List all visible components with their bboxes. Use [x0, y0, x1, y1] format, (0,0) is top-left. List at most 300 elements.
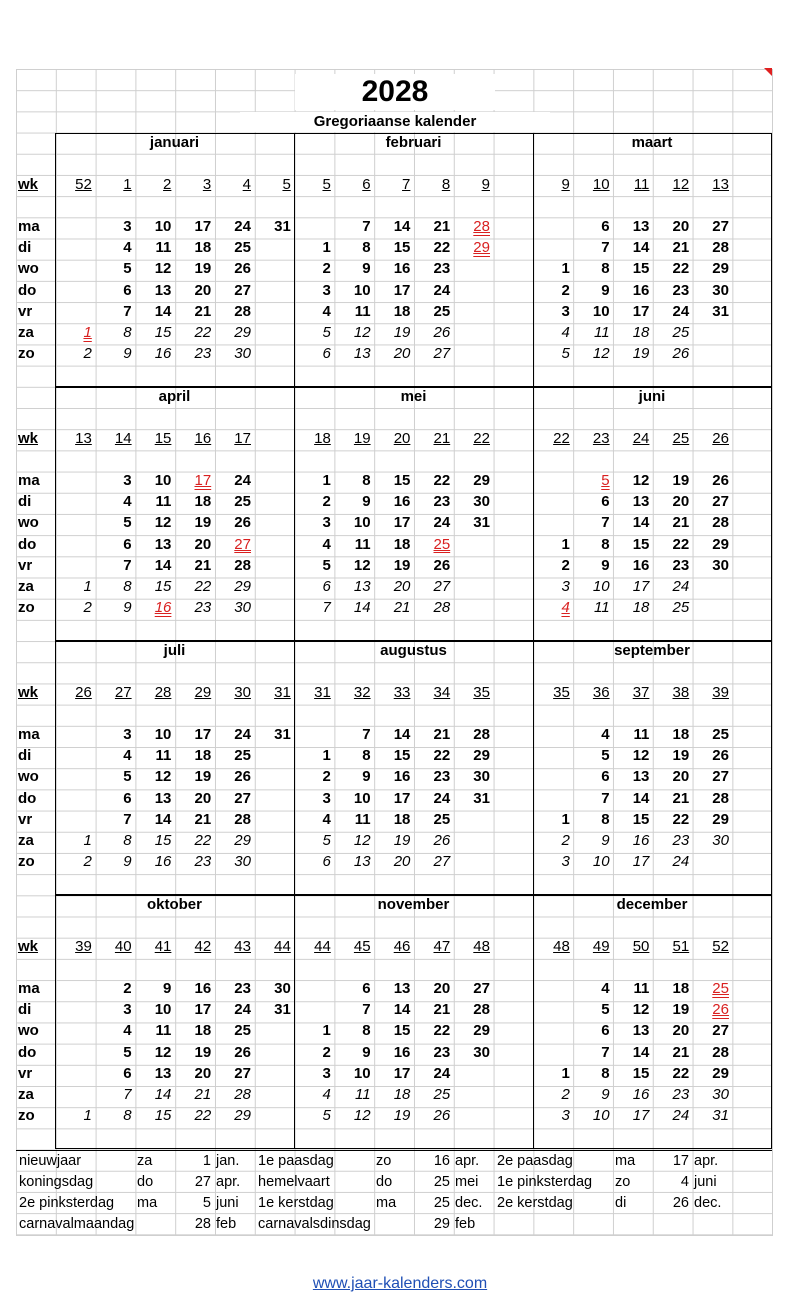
day-cell: 9 [362, 768, 371, 786]
day-cell: 25 [234, 493, 251, 511]
day-cell: 9 [163, 980, 172, 997]
day-label-do: do [18, 281, 37, 299]
page-title: 2028 [295, 74, 495, 110]
day-cell: 30 [473, 493, 490, 511]
day-cell: 26 [234, 260, 251, 278]
day-cell: 1 [83, 324, 92, 341]
day-cell: 11 [355, 1086, 371, 1103]
day-cell: 23 [433, 493, 451, 511]
day-cell: 19 [672, 1001, 690, 1019]
week-number: 46 [393, 938, 411, 955]
day-cell: 3 [561, 1107, 570, 1125]
holiday-name: carnavalsdinsdag [258, 1216, 371, 1232]
day-cell: 9 [123, 599, 132, 617]
day-cell: 25 [433, 535, 451, 553]
day-label-do: do [18, 789, 37, 807]
day-cell: 17 [194, 726, 212, 743]
day-cell: 10 [154, 472, 172, 489]
week-number: 26 [75, 684, 92, 701]
day-label-ma: ma [18, 980, 40, 997]
day-cell: 17 [393, 789, 411, 807]
holiday-name: carnavalmaandag [19, 1216, 135, 1232]
day-cell: 1 [561, 810, 570, 828]
day-label-wo: wo [18, 514, 39, 532]
day-cell: 10 [353, 281, 371, 299]
day-cell: 23 [194, 599, 212, 617]
day-label-za: za [18, 578, 34, 595]
day-cell: 17 [393, 1064, 411, 1082]
day-cell: 4 [601, 726, 610, 743]
day-label-ma: ma [18, 726, 40, 743]
day-cell: 16 [632, 281, 650, 299]
day-cell: 27 [433, 345, 451, 363]
day-cell: 4 [561, 599, 570, 617]
month-name: november [377, 896, 450, 913]
day-cell: 7 [362, 218, 371, 235]
day-cell: 10 [353, 789, 371, 807]
week-number: 5 [322, 176, 331, 193]
day-cell: 29 [712, 810, 729, 828]
day-cell: 25 [712, 726, 729, 743]
day-cell: 21 [194, 302, 212, 320]
day-cell: 23 [433, 1043, 451, 1061]
holiday-name: 2e kerstdag [497, 1195, 573, 1211]
day-cell: 18 [672, 726, 690, 743]
day-cell: 5 [561, 345, 570, 363]
day-cell: 11 [354, 810, 371, 828]
holiday-date: 26 [672, 1195, 689, 1211]
day-cell: 29 [234, 324, 251, 341]
day-cell: 11 [155, 239, 172, 257]
day-cell: 7 [123, 302, 132, 320]
day-cell: 10 [154, 1001, 172, 1019]
day-cell: 26 [712, 1001, 729, 1019]
day-cell: 29 [473, 1022, 490, 1040]
day-cell: 1 [322, 472, 331, 489]
day-cell: 8 [601, 810, 610, 828]
day-cell: 21 [393, 599, 411, 617]
day-cell: 2 [322, 493, 331, 511]
day-cell: 6 [123, 535, 132, 553]
day-cell: 13 [632, 1022, 650, 1040]
day-cell: 7 [601, 789, 610, 807]
day-label-wo: wo [18, 260, 39, 278]
day-label-za: za [18, 832, 34, 849]
day-cell: 5 [322, 1107, 331, 1125]
holiday-name: 1e pinksterdag [497, 1174, 593, 1190]
week-number: 13 [75, 430, 92, 447]
day-cell: 3 [322, 514, 331, 532]
holiday-weekday: do [376, 1174, 393, 1190]
day-cell: 19 [393, 832, 411, 849]
day-cell: 29 [712, 1064, 729, 1082]
day-cell: 4 [123, 747, 132, 765]
holiday-weekday: ma [376, 1195, 397, 1211]
day-cell: 3 [561, 853, 570, 871]
day-cell: 6 [322, 345, 331, 363]
day-cell: 3 [123, 218, 132, 235]
holiday-month: feb [455, 1216, 476, 1232]
day-cell: 13 [154, 281, 172, 299]
week-number: 35 [473, 684, 490, 701]
day-cell: 8 [362, 1022, 371, 1040]
day-cell: 20 [393, 578, 411, 595]
day-cell: 29 [234, 832, 251, 849]
day-cell: 2 [123, 980, 132, 997]
day-cell: 30 [274, 980, 291, 997]
day-cell: 8 [123, 832, 132, 849]
holiday-month: juni [216, 1195, 239, 1211]
day-cell: 24 [672, 1107, 690, 1125]
week-number: 44 [314, 938, 331, 955]
day-cell: 26 [672, 345, 690, 363]
day-cell: 31 [712, 302, 729, 320]
day-label-ma: ma [18, 218, 40, 235]
day-cell: 31 [274, 218, 291, 235]
holiday-month: apr. [216, 1174, 241, 1190]
day-cell: 27 [473, 980, 490, 997]
day-cell: 1 [322, 747, 331, 765]
day-cell: 5 [601, 747, 610, 765]
day-cell: 8 [123, 324, 132, 341]
day-cell: 13 [393, 980, 411, 997]
day-cell: 27 [433, 853, 451, 871]
day-cell: 15 [393, 472, 411, 489]
day-cell: 26 [712, 472, 729, 489]
day-cell: 10 [592, 853, 610, 871]
week-number: 41 [154, 938, 172, 955]
day-cell: 13 [154, 789, 172, 807]
week-number: 26 [712, 430, 729, 447]
day-cell: 31 [274, 1001, 291, 1019]
day-label-do: do [18, 1043, 37, 1061]
holiday-month: feb [216, 1216, 237, 1232]
day-cell: 29 [473, 747, 490, 765]
day-cell: 13 [632, 493, 650, 511]
day-cell: 5 [123, 1043, 132, 1061]
day-cell: 10 [154, 726, 172, 743]
day-cell: 16 [393, 493, 411, 511]
day-cell: 6 [123, 789, 132, 807]
holiday-date: 1 [202, 1153, 211, 1169]
day-cell: 20 [672, 768, 690, 786]
week-number: 39 [712, 684, 729, 701]
day-cell: 9 [601, 281, 610, 299]
day-cell: 9 [362, 493, 371, 511]
day-cell: 8 [601, 260, 610, 278]
day-cell: 13 [154, 535, 172, 553]
day-cell: 11 [155, 493, 172, 511]
day-cell: 21 [433, 1001, 451, 1019]
day-cell: 30 [712, 556, 729, 574]
day-cell: 2 [322, 260, 331, 278]
week-number: 23 [592, 430, 610, 447]
day-cell: 14 [632, 514, 650, 532]
day-cell: 12 [632, 1001, 650, 1019]
week-number: 39 [75, 938, 92, 955]
day-cell: 22 [194, 832, 212, 849]
day-cell: 3 [561, 302, 570, 320]
day-cell: 28 [473, 1001, 490, 1019]
day-cell: 1 [322, 239, 331, 257]
holiday-weekday: zo [615, 1174, 631, 1190]
day-label-za: za [18, 1086, 34, 1103]
day-cell: 26 [433, 832, 451, 849]
day-cell: 8 [601, 1064, 610, 1082]
day-cell: 28 [234, 1086, 251, 1103]
week-number: 28 [154, 684, 172, 701]
week-number: 47 [433, 938, 451, 955]
day-cell: 23 [433, 768, 451, 786]
week-number: 2 [163, 176, 172, 193]
day-cell: 22 [194, 578, 212, 595]
week-number: 13 [712, 176, 729, 193]
day-cell: 10 [154, 218, 172, 235]
day-cell: 16 [154, 599, 172, 617]
day-cell: 1 [83, 1107, 92, 1125]
holiday-name: koningsdag [19, 1174, 94, 1190]
day-cell: 23 [194, 345, 212, 363]
day-cell: 14 [154, 1086, 172, 1103]
day-cell: 28 [712, 789, 729, 807]
week-number: 48 [473, 938, 490, 955]
day-cell: 19 [194, 1043, 212, 1061]
week-number: 44 [274, 938, 291, 955]
day-cell: 21 [433, 218, 451, 235]
day-cell: 15 [393, 747, 411, 765]
week-number: 25 [672, 430, 690, 447]
day-cell: 14 [154, 302, 172, 320]
day-cell: 22 [194, 1107, 212, 1125]
day-cell: 15 [393, 239, 411, 257]
holiday-date: 25 [433, 1174, 450, 1190]
day-cell: 7 [322, 599, 331, 617]
day-cell: 9 [601, 1086, 610, 1103]
day-cell: 11 [633, 980, 650, 997]
day-cell: 12 [154, 260, 172, 278]
day-cell: 13 [353, 345, 371, 363]
week-number: 34 [433, 684, 451, 701]
day-cell: 6 [601, 1022, 610, 1040]
day-cell: 8 [362, 747, 371, 765]
day-cell: 15 [632, 1064, 650, 1082]
day-cell: 22 [672, 1064, 690, 1082]
day-cell: 30 [473, 1043, 490, 1061]
holiday-month: dec. [455, 1195, 483, 1211]
day-cell: 28 [712, 1043, 729, 1061]
week-number: 21 [433, 430, 451, 447]
holiday-date: 17 [672, 1153, 689, 1169]
day-cell: 20 [433, 980, 451, 997]
day-label-di: di [18, 747, 32, 765]
day-cell: 7 [123, 556, 132, 574]
day-cell: 5 [123, 768, 132, 786]
day-cell: 30 [234, 599, 251, 617]
day-label-zo: zo [18, 1107, 35, 1125]
week-number: 10 [592, 176, 610, 193]
day-cell: 5 [123, 514, 132, 532]
day-cell: 9 [362, 1043, 371, 1061]
day-cell: 4 [123, 239, 132, 257]
day-cell: 24 [234, 218, 251, 235]
day-cell: 25 [712, 980, 729, 997]
day-cell: 27 [234, 789, 251, 807]
week-number: 33 [393, 684, 411, 701]
day-cell: 12 [154, 768, 172, 786]
day-cell: 16 [154, 345, 172, 363]
day-label-do: do [18, 535, 37, 553]
day-label-ma: ma [18, 472, 40, 489]
day-cell: 18 [632, 599, 650, 617]
day-cell: 19 [393, 556, 411, 574]
holiday-date: 5 [202, 1195, 211, 1211]
day-cell: 26 [234, 514, 251, 532]
day-cell: 15 [632, 260, 650, 278]
day-cell: 20 [194, 535, 212, 553]
day-label-wo: wo [18, 1022, 39, 1040]
day-cell: 26 [433, 1107, 451, 1125]
month-name: mei [400, 388, 427, 405]
day-cell: 25 [234, 747, 251, 765]
day-cell: 4 [322, 810, 331, 828]
day-cell: 6 [322, 578, 331, 595]
week-number: 22 [553, 430, 570, 447]
day-cell: 14 [353, 599, 371, 617]
day-label-vr: vr [18, 556, 33, 574]
day-cell: 19 [393, 324, 411, 341]
cell-comment-marker [764, 68, 772, 76]
day-cell: 6 [601, 768, 610, 786]
day-cell: 22 [433, 239, 451, 257]
day-cell: 8 [362, 239, 371, 257]
day-cell: 9 [601, 832, 610, 849]
day-cell: 28 [234, 810, 251, 828]
day-cell: 24 [234, 1001, 251, 1019]
day-cell: 23 [194, 853, 212, 871]
day-cell: 3 [322, 1064, 331, 1082]
holiday-name: nieuwjaar [19, 1153, 82, 1169]
day-cell: 28 [433, 599, 451, 617]
day-cell: 12 [154, 1043, 172, 1061]
day-cell: 17 [194, 472, 212, 489]
month-name: februari [385, 134, 442, 151]
day-cell: 8 [601, 535, 610, 553]
holiday-name: 1e kerstdag [258, 1195, 334, 1211]
day-cell: 2 [561, 556, 570, 574]
week-number: 9 [561, 176, 570, 193]
week-number: 3 [202, 176, 212, 193]
week-number: 14 [114, 430, 132, 447]
day-cell: 18 [393, 810, 411, 828]
day-cell: 6 [601, 493, 610, 511]
day-cell: 23 [433, 260, 451, 278]
day-cell: 26 [433, 556, 451, 574]
day-cell: 11 [354, 535, 371, 553]
day-cell: 24 [234, 726, 251, 743]
day-cell: 4 [322, 535, 331, 553]
day-cell: 7 [123, 1086, 132, 1103]
day-cell: 17 [632, 1107, 650, 1125]
day-cell: 6 [362, 980, 371, 997]
holiday-date: 16 [433, 1153, 450, 1169]
day-cell: 4 [322, 1086, 331, 1103]
day-cell: 25 [234, 1022, 251, 1040]
holiday-date: 27 [194, 1174, 211, 1190]
day-cell: 22 [194, 324, 212, 341]
day-cell: 20 [393, 345, 411, 363]
day-cell: 8 [362, 472, 371, 489]
day-cell: 16 [632, 1086, 650, 1103]
day-cell: 25 [672, 324, 690, 341]
day-cell: 8 [123, 1107, 132, 1125]
day-cell: 5 [322, 832, 331, 849]
holiday-weekday: za [137, 1153, 153, 1169]
day-label-zo: zo [18, 853, 35, 871]
day-cell: 6 [601, 218, 610, 235]
day-cell: 29 [234, 578, 251, 595]
day-cell: 7 [362, 726, 371, 743]
week-number: 32 [353, 684, 371, 701]
holiday-weekday: di [615, 1195, 627, 1211]
day-cell: 13 [632, 768, 650, 786]
day-cell: 2 [322, 1043, 331, 1061]
holiday-weekday: zo [376, 1153, 392, 1169]
day-cell: 16 [393, 1043, 411, 1061]
week-number: 43 [234, 938, 251, 955]
day-cell: 17 [632, 578, 650, 595]
day-cell: 4 [123, 493, 132, 511]
day-cell: 30 [473, 768, 490, 786]
week-number: 20 [393, 430, 411, 447]
week-number: 50 [632, 938, 650, 955]
day-cell: 19 [632, 345, 650, 363]
day-cell: 6 [123, 1064, 132, 1082]
week-number: 8 [441, 176, 451, 193]
day-cell: 27 [433, 578, 451, 595]
holiday-month: juni [694, 1174, 717, 1190]
month-name: januari [149, 134, 200, 151]
week-number: 48 [553, 938, 570, 955]
day-cell: 5 [322, 324, 331, 341]
day-cell: 1 [322, 1022, 331, 1040]
day-cell: 12 [154, 514, 172, 532]
day-cell: 13 [632, 218, 650, 235]
day-cell: 31 [473, 514, 490, 532]
day-cell: 28 [234, 556, 251, 574]
day-cell: 26 [433, 324, 451, 341]
day-cell: 29 [473, 472, 490, 489]
week-number: 29 [194, 684, 212, 701]
day-cell: 17 [632, 302, 650, 320]
week-number: 49 [592, 938, 610, 955]
holiday-weekday: ma [615, 1153, 636, 1169]
day-cell: 18 [393, 1086, 411, 1103]
week-number: 7 [402, 176, 411, 193]
day-cell: 20 [194, 1064, 212, 1082]
day-cell: 5 [123, 260, 132, 278]
day-cell: 30 [234, 345, 251, 363]
week-number: 31 [274, 684, 291, 701]
day-cell: 12 [632, 472, 650, 489]
holiday-weekday: ma [137, 1195, 158, 1211]
day-cell: 11 [594, 324, 610, 341]
day-cell: 22 [672, 810, 690, 828]
day-cell: 1 [561, 260, 570, 278]
day-cell: 24 [672, 853, 690, 871]
day-cell: 14 [393, 1001, 411, 1019]
footer-link[interactable]: www.jaar-kalenders.com [312, 1275, 488, 1292]
week-number: 35 [553, 684, 570, 701]
